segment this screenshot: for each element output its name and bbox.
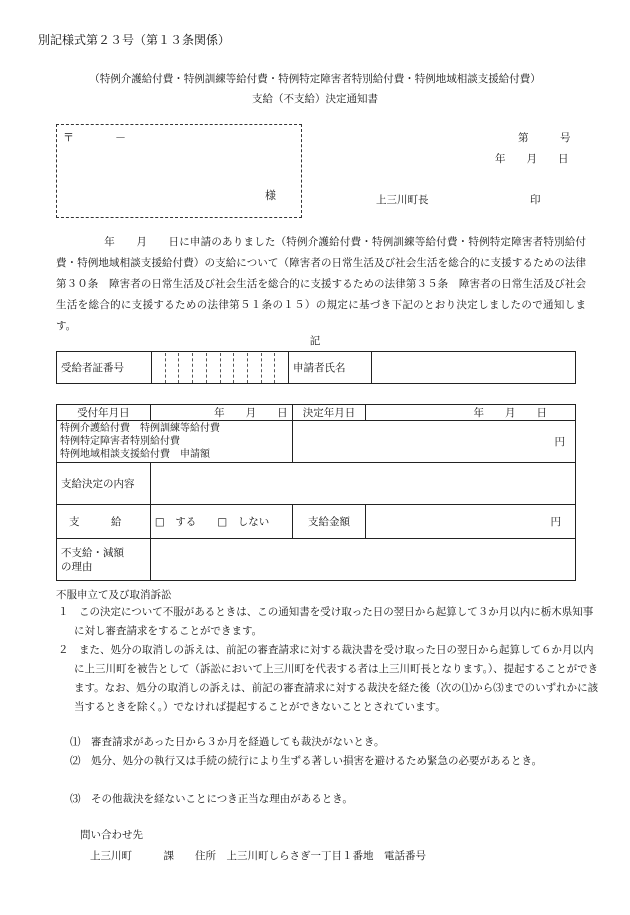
appeal-note-2: ２ また、処分の取消しの訴えは、前記の審査請求に対する裁決書を受け取った日の翌日から起算して６か月以内に上三川町を被告として（訴訟において上三川町を代表する者は上三川町長となります。）、提起することができます。なお、処分の取消しの訴えは、前記の審査請求に対する裁決を経た後（次の⑴から⑶までのいずれかに該当するときを除く。）でなければ提起することができないこととされています。: [58, 644, 599, 713]
form-number-label: 別記様式第２３号（第１３条関係）: [38, 33, 231, 47]
benefit-types-subtitle: （特例介護給付費・特例訓練等給付費・特例特定障害者特別給付費・特例地域相談支援給付費）: [89, 73, 541, 85]
contact-details: 上三川町 課 住所 上三川町しらさぎ一丁目１番地 電話番号: [90, 850, 426, 862]
decision-date-value[interactable]: 年 月 日: [366, 405, 576, 421]
decision-date-label: 決定年月日: [292, 405, 366, 421]
payment-amount-label: 支給金額: [292, 505, 366, 539]
appeal-subnote-3: ⑶ その他裁決を経ないことにつき正当な理由があるとき。: [70, 793, 353, 805]
kinds-line-2: 特例特定障害者特別給付費: [60, 436, 180, 447]
applicant-name-label: 申請者氏名: [289, 352, 372, 384]
decision-content-label: 支給決定の内容: [57, 463, 151, 505]
payment-label: 支 給: [57, 505, 151, 539]
kinds-line-1: 特例介護給付費 特例訓練等給付費: [60, 423, 220, 434]
recipient-id-label: 受給者証番号: [57, 352, 152, 384]
receipt-date-label: 受付年月日: [57, 405, 151, 421]
yen-unit: 円: [550, 516, 561, 528]
appeal-subnote-1: ⑴ 審査請求があった日から３か月を経過しても裁決がないとき。: [70, 736, 385, 748]
contact-title: 問い合わせ先: [80, 829, 143, 841]
ki-heading: 記: [309, 335, 321, 347]
document-title: 支給（不支給）決定通知書: [252, 93, 378, 105]
recipient-table: [56, 351, 576, 384]
postal-mark: 〒: [63, 131, 74, 144]
notice-body-text: 年 月 日に申請のありました（特例介護給付費・特例訓練等給付費・特例特定障害者特別給付費・特例地域相談支援給付費）の支給について（障害者の日常生活及び社会生活を総合的に支援するための法律第３０条 障害者の日常生活及び社会生活を総合的に支援するための法律第３５条 障害者の日常生活及び社会生活を総合的に支援するための法律第５１条の１５）の規定に基づき下記のとおり決定しましたので通知します。: [56, 236, 586, 332]
reason-label-line-1: 不支給・減額: [61, 546, 124, 559]
issue-date: 年 月 日: [495, 153, 569, 165]
yen-unit: 円: [554, 436, 565, 448]
appeal-subnote-2: ⑵ 処分、処分の執行又は手続の続行により生ずる著しい損害を避けるため緊急の必要があるとき。: [70, 755, 543, 767]
reason-label: [57, 539, 151, 581]
seal-mark: 印: [530, 194, 541, 206]
application-amount-label: [57, 421, 293, 463]
appeal-note-1: １ この決定について不服があるときは、この通知書を受け取った日の翌日から起算して３か月以内に栃木県知事に対し審査請求をすることができます。: [58, 606, 594, 637]
reason-label-line-2: の理由: [61, 560, 93, 573]
recipient-id-field[interactable]: [152, 352, 289, 384]
appeal-notes-title: 不服申立て及び取消訴訟: [56, 589, 172, 601]
applicant-name-field[interactable]: [372, 352, 576, 384]
payment-amount-value[interactable]: [366, 505, 576, 539]
decision-content-value[interactable]: [150, 463, 575, 505]
document-number: 第 号: [518, 132, 571, 144]
reason-value[interactable]: [150, 539, 575, 581]
issuer-name: 上三川町長: [376, 194, 429, 206]
payment-option-checkboxes[interactable]: □ する □ しない: [150, 505, 292, 539]
address-box: [56, 124, 302, 218]
decision-table: [56, 404, 576, 581]
kinds-line-3: 特例地域相談支援給付費 申請額: [60, 449, 210, 460]
receipt-date-value[interactable]: 年 月 日: [150, 405, 292, 421]
postal-code-dash: －: [115, 131, 126, 144]
honorific-sama: 様: [265, 189, 276, 202]
application-amount-value[interactable]: [292, 421, 575, 463]
